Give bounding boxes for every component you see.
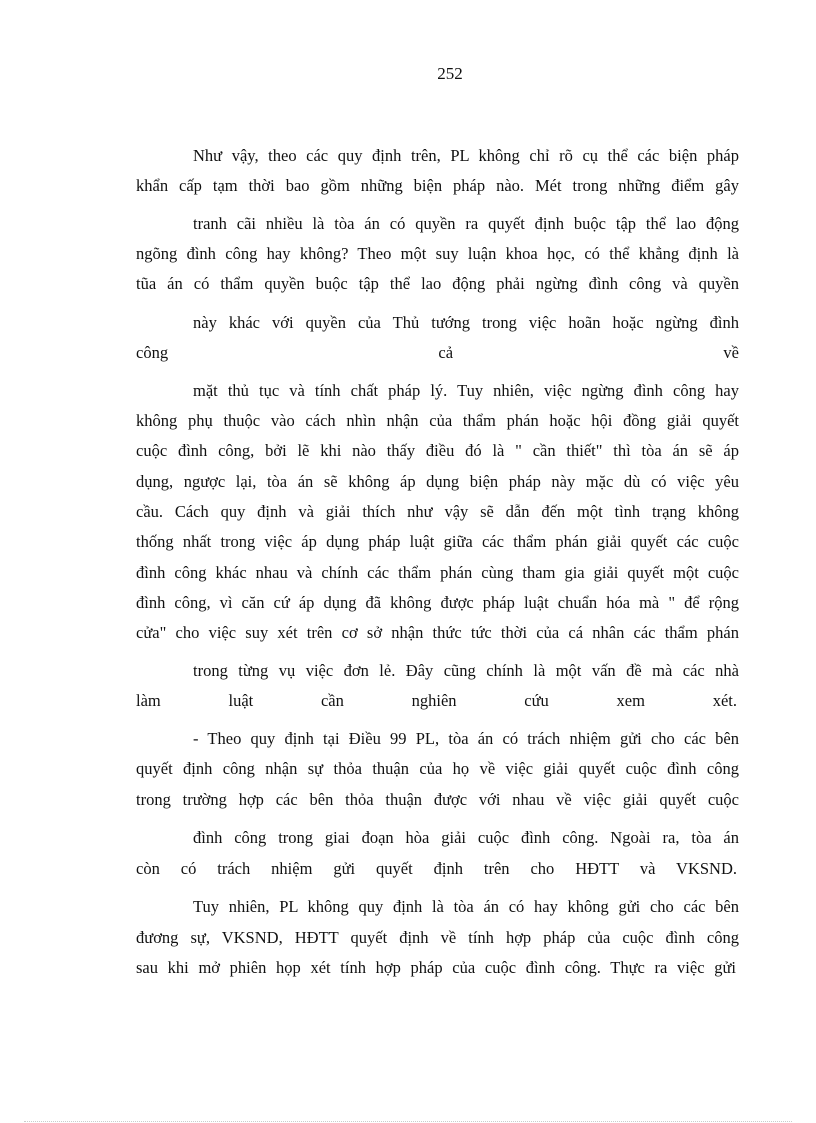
text-line: thống nhất trong việc áp dụng pháp luật giữa các thẩm phán giải quyết các cuộc	[136, 532, 739, 551]
page-number: 252	[437, 64, 463, 83]
text-line: Như vậy, theo các quy định trên, PL không chỉ rõ cụ thể các biện pháp	[193, 146, 739, 165]
text-line: làm luật cần nghiên cứu xem xét.	[136, 691, 737, 710]
text-line: còn có trách nhiệm gửi quyết định trên cho HĐTT và VKSND.	[136, 859, 737, 878]
text-line: không phụ thuộc vào cách nhìn nhận của thẩm phán hoặc hội đồng giải quyết	[136, 411, 739, 430]
text-line: đình công trong giai đoạn hòa giải cuộc đình công. Ngoài ra, tòa án	[193, 828, 739, 847]
text-line: - Theo quy định tại Điều 99 PL, tòa án có trách nhiệm gửi cho các bên	[193, 729, 739, 748]
text-line: công cả về	[136, 343, 739, 362]
text-line: sau khi mở phiên họp xét tính hợp pháp của cuộc đình công. Thực ra việc gửi	[136, 958, 736, 977]
text-line: mặt thủ tục và tính chất pháp lý. Tuy nhiên, việc ngừng đình công hay	[193, 381, 739, 400]
text-line: dụng, ngược lại, tòa án sẽ không áp dụng biện pháp này mặc dù có việc yêu	[136, 472, 739, 491]
text-line: tũa án có thẩm quyền buộc tập thể lao động phải ngừng đình công và quyền	[136, 274, 739, 293]
text-line: đình công khác nhau và chính các thẩm phán cùng tham gia giải quyết một cuộc	[136, 563, 739, 582]
text-line: khẩn cấp tạm thời bao gồm những biện pháp nào. Mét trong những điểm gây	[136, 176, 739, 195]
text-line: Tuy nhiên, PL không quy định là tòa án có hay không gửi cho các bên	[193, 897, 739, 916]
text-line: này khác với quyền của Thủ tướng trong việc hoãn hoặc ngừng đình	[193, 313, 739, 332]
text-line: đương sự, VKSND, HĐTT quyết định về tính hợp pháp của cuộc đình công	[136, 928, 739, 947]
text-line: ngõng đình công hay không? Theo một suy luận khoa học, có thể khẳng định là	[136, 244, 739, 263]
text-line: trong từng vụ việc đơn lẻ. Đây cũng chính là một vấn đề mà các nhà	[193, 661, 739, 680]
text-line: cầu. Cách quy định và giải thích như vậy sẽ dẫn đến một tình trạng không	[136, 502, 739, 521]
text-line: cuộc đình công, bởi lẽ khi nào thấy điều đó là " cần thiết" thì tòa án sẽ áp	[136, 441, 739, 460]
text-line: quyết định công nhận sự thỏa thuận của họ về việc giải quyết cuộc đình công	[136, 759, 739, 778]
text-line: tranh cãi nhiều là tòa án có quyền ra quyết định buộc tập thể lao động	[193, 214, 739, 233]
text-line: đình công, vì căn cứ áp dụng đã không được pháp luật chuẩn hóa mà " để rộng	[136, 593, 739, 612]
text-line: cửa" cho việc suy xét trên cơ sở nhận thức tức thời của cá nhân các thẩm phán	[136, 623, 739, 642]
text-line: trong trường hợp các bên thỏa thuận được với nhau về việc giải quyết cuộc	[136, 790, 739, 809]
page-bottom-rule	[24, 1121, 792, 1122]
